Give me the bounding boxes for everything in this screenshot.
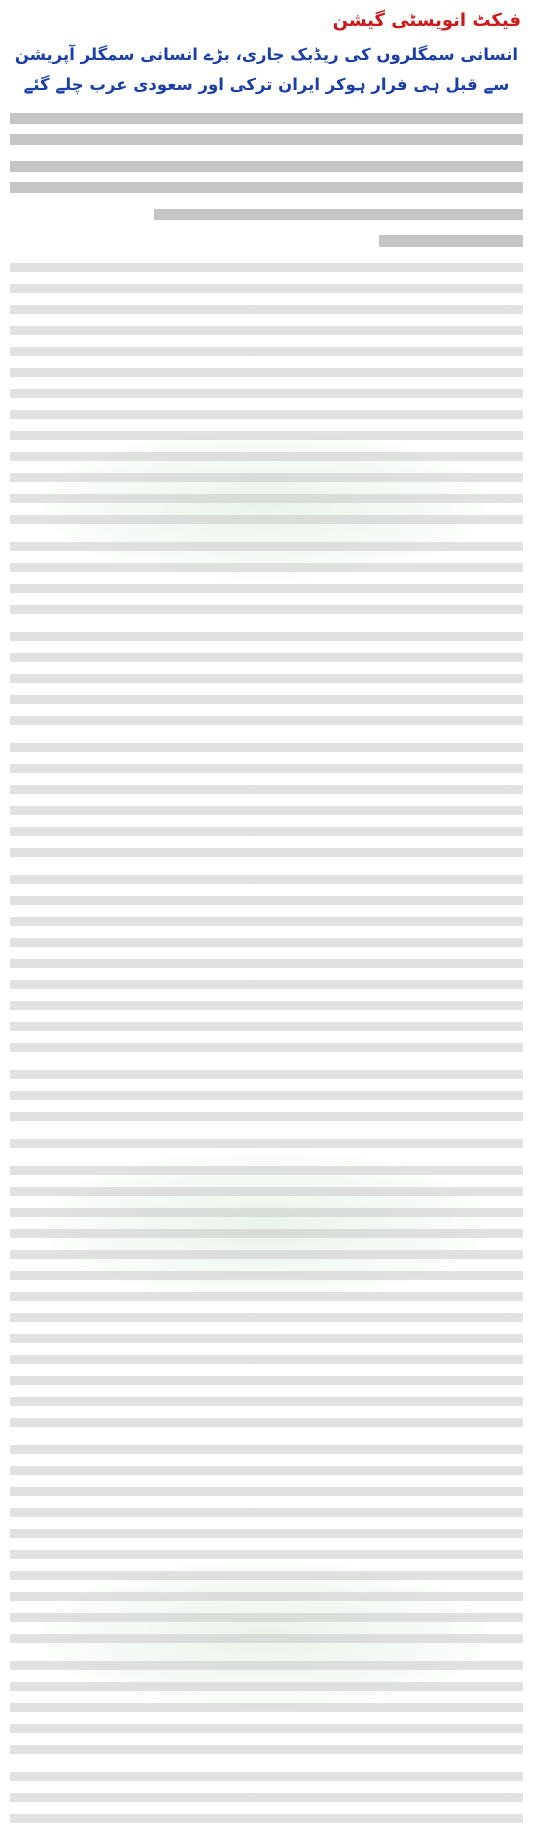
- article-paragraph: [154, 204, 523, 225]
- article-paragraph: [10, 737, 523, 863]
- article-body: [10, 257, 523, 1826]
- article-paragraph: [10, 869, 523, 1058]
- article-paragraph: [10, 1064, 523, 1127]
- section-title: فیکٹ انویسٹی گیشن: [332, 10, 521, 31]
- article-paragraph: [10, 1160, 523, 1433]
- article-body-top: [10, 108, 523, 225]
- article-paragraph: [10, 536, 523, 620]
- article-headline: انسانی سمگلروں کی ریڈبک جاری، بڑے انسانی سمگلر آپریشن سے قبل ہی فرار ہوکر ایران ترکی اور سعودی عرب چلے گئے: [14, 45, 519, 94]
- article-paragraph: [10, 156, 523, 198]
- article-paragraph: [10, 1766, 523, 1826]
- article-paragraph: [10, 257, 523, 530]
- article-paragraph: [10, 1655, 523, 1760]
- article-paragraph: [10, 1133, 523, 1154]
- article-paragraph: [10, 1439, 523, 1649]
- article-byline: [10, 231, 523, 251]
- article-paragraph: [10, 108, 523, 150]
- article-paragraph: [10, 626, 523, 731]
